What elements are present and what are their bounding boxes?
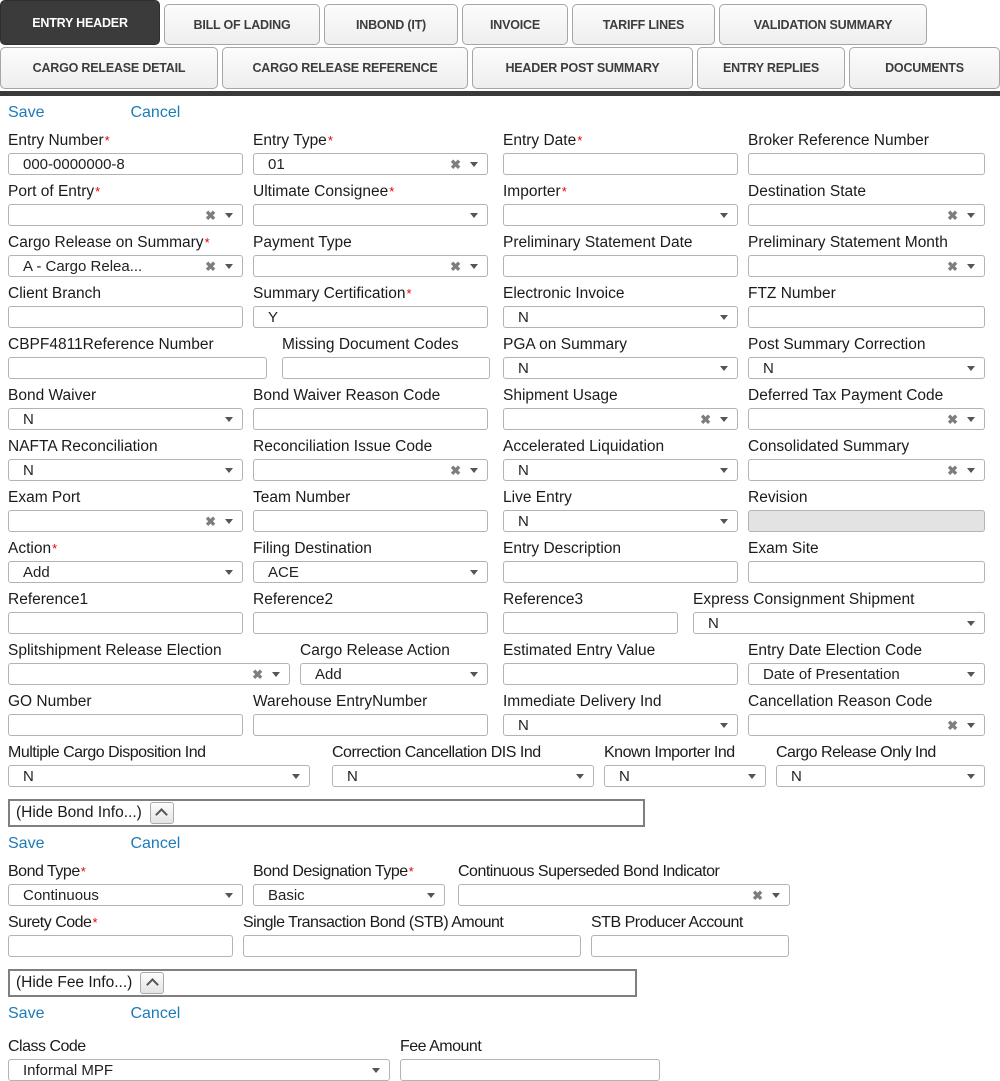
- action-label: Action*: [8, 540, 58, 557]
- cargo-release-only-ind-label: Cargo Release Only Ind: [776, 744, 936, 761]
- clear-icon[interactable]: ✖: [450, 258, 461, 274]
- port-of-entry-select[interactable]: [8, 204, 243, 226]
- entry-description-input[interactable]: [503, 561, 738, 583]
- form-row: [8, 862, 1000, 906]
- electronic-invoice-select[interactable]: [503, 306, 738, 328]
- exam-port-label: Exam Port: [8, 489, 81, 506]
- clear-icon[interactable]: ✖: [947, 411, 958, 427]
- filing-destination-label: Filing Destination: [253, 540, 372, 557]
- stb-amount-label: Single Transaction Bond (STB) Amount: [243, 914, 504, 931]
- dropdown-caret-icon[interactable]: [292, 774, 300, 779]
- clear-icon[interactable]: ✖: [205, 258, 216, 274]
- bond-type-label: Bond Type*: [8, 863, 86, 880]
- clear-icon[interactable]: ✖: [947, 258, 958, 274]
- clear-icon[interactable]: ✖: [700, 411, 711, 427]
- dropdown-caret-icon[interactable]: [576, 774, 584, 779]
- dropdown-caret-icon[interactable]: [427, 893, 435, 898]
- dropdown-caret-icon[interactable]: [272, 672, 280, 677]
- destination-state-label: Destination State: [748, 183, 867, 200]
- estimated-entry-value-input[interactable]: [503, 663, 738, 685]
- consolidated-summary-label: Consolidated Summary: [748, 438, 910, 455]
- bond-actions: [8, 835, 1000, 853]
- dropdown-caret-icon[interactable]: [967, 774, 975, 779]
- immediate-delivery-ind-label: Immediate Delivery Ind: [503, 693, 662, 710]
- cbpf4811-reference-number-label: CBPF4811Reference Number: [8, 336, 214, 353]
- surety-code-input[interactable]: [8, 935, 233, 957]
- reference1-label: Reference1: [8, 591, 89, 608]
- nafta-reconciliation-select[interactable]: [8, 459, 243, 481]
- payment-type-select[interactable]: [253, 255, 488, 277]
- form-row: [8, 131, 1000, 175]
- dropdown-caret-icon[interactable]: [225, 519, 233, 524]
- reconciliation-issue-code-label: Reconciliation Issue Code: [253, 438, 433, 455]
- importer-label: Importer*: [503, 183, 567, 200]
- exam-site-input[interactable]: [748, 561, 985, 583]
- dropdown-caret-icon[interactable]: [470, 672, 478, 677]
- filing-destination-select[interactable]: [253, 561, 488, 583]
- tab-tariff-lines[interactable]: TARIFF LINES: [572, 4, 715, 45]
- bond-info-toggle-label: (Hide Bond Info...): [16, 804, 142, 821]
- electronic-invoice-value: N: [518, 308, 529, 326]
- dropdown-caret-icon[interactable]: [225, 264, 233, 269]
- form-row: [8, 182, 1000, 226]
- multiple-cargo-disposition-ind-label: Multiple Cargo Disposition Ind: [8, 744, 206, 761]
- correction-cancellation-dis-ind-select[interactable]: [332, 765, 594, 787]
- filing-destination-value: ACE: [268, 563, 299, 581]
- continuous-superseded-bond-indicator-select[interactable]: [458, 884, 790, 906]
- dropdown-caret-icon[interactable]: [470, 264, 478, 269]
- express-consignment-shipment-select[interactable]: [693, 612, 985, 634]
- form-row: [8, 1037, 1000, 1081]
- revision-label: Revision: [748, 489, 808, 506]
- accelerated-liquidation-value: N: [518, 461, 529, 479]
- entry-type-label: Entry Type*: [253, 132, 333, 149]
- reference2-input[interactable]: [253, 612, 488, 634]
- post-summary-correction-label: Post Summary Correction: [748, 336, 926, 353]
- cargo-release-only-ind-select[interactable]: [776, 765, 985, 787]
- header-actions: [8, 104, 1000, 122]
- form-row: [8, 590, 1000, 634]
- dropdown-caret-icon[interactable]: [225, 468, 233, 473]
- immediate-delivery-ind-select[interactable]: [503, 714, 738, 736]
- cargo-release-on-summary-label: Cargo Release on Summary*: [8, 234, 210, 251]
- summary-certification-input[interactable]: [253, 306, 488, 328]
- dropdown-caret-icon[interactable]: [967, 366, 975, 371]
- dropdown-caret-icon[interactable]: [470, 213, 478, 218]
- broker-reference-number-label: Broker Reference Number: [748, 132, 929, 149]
- deferred-tax-payment-code-select[interactable]: [748, 408, 985, 430]
- save-link[interactable]: Save: [8, 104, 45, 121]
- dropdown-caret-icon[interactable]: [720, 213, 728, 218]
- class-code-label: Class Code: [8, 1038, 86, 1055]
- form-row: [8, 539, 1000, 583]
- dropdown-caret-icon[interactable]: [720, 366, 728, 371]
- fee-info-toggle-bar: [8, 969, 637, 997]
- action-select[interactable]: [8, 561, 243, 583]
- known-importer-ind-select[interactable]: [604, 765, 766, 787]
- dropdown-caret-icon[interactable]: [225, 417, 233, 422]
- reference2-label: Reference2: [253, 591, 334, 608]
- tab-bill-of-lading[interactable]: BILL OF LADING: [164, 4, 320, 45]
- active-tab-indicator-bar: [0, 91, 1000, 96]
- dropdown-caret-icon[interactable]: [720, 519, 728, 524]
- go-number-label: GO Number: [8, 693, 92, 710]
- tab-validation-summary[interactable]: VALIDATION SUMMARY: [719, 4, 927, 45]
- express-consignment-shipment-value: N: [708, 614, 719, 632]
- importer-select[interactable]: [503, 204, 738, 226]
- stb-producer-account-input[interactable]: [591, 935, 789, 957]
- entry-date-label: Entry Date*: [503, 132, 583, 149]
- electronic-invoice-label: Electronic Invoice: [503, 285, 625, 302]
- ftz-number-label: FTZ Number: [748, 285, 836, 302]
- dropdown-caret-icon[interactable]: [720, 723, 728, 728]
- clear-icon[interactable]: ✖: [252, 666, 263, 682]
- entry-type-select[interactable]: [253, 153, 488, 175]
- known-importer-ind-value: N: [619, 767, 630, 785]
- dropdown-caret-icon[interactable]: [748, 774, 756, 779]
- nafta-reconciliation-label: NAFTA Reconciliation: [8, 438, 158, 455]
- clear-icon[interactable]: ✖: [205, 207, 216, 223]
- tab-entry-header[interactable]: ENTRY HEADER: [0, 0, 160, 45]
- ultimate-consignee-select[interactable]: [253, 204, 488, 226]
- tab-bar-secondary: [0, 47, 1000, 89]
- clear-icon[interactable]: ✖: [450, 156, 461, 172]
- tab-bar-primary: [0, 0, 1000, 45]
- accelerated-liquidation-label: Accelerated Liquidation: [503, 438, 665, 455]
- cancel-link[interactable]: Cancel: [130, 104, 181, 121]
- consolidated-summary-select[interactable]: [748, 459, 985, 481]
- clear-icon[interactable]: ✖: [947, 717, 958, 733]
- bond-designation-type-label: Bond Designation Type*: [253, 863, 414, 880]
- cargo-release-action-label: Cargo Release Action: [300, 642, 450, 659]
- dropdown-caret-icon[interactable]: [967, 417, 975, 422]
- fee-info-toggle-label: (Hide Fee Info...): [16, 974, 133, 991]
- dropdown-caret-icon[interactable]: [470, 162, 478, 167]
- tab-entry-replies[interactable]: ENTRY REPLIES: [697, 47, 845, 89]
- form-row: [8, 743, 1000, 787]
- form-row: [8, 335, 1000, 379]
- immediate-delivery-ind-value: N: [518, 716, 529, 734]
- known-importer-ind-label: Known Importer Ind: [604, 744, 735, 761]
- dropdown-caret-icon[interactable]: [225, 213, 233, 218]
- dropdown-caret-icon[interactable]: [967, 213, 975, 218]
- dropdown-caret-icon[interactable]: [967, 723, 975, 728]
- clear-icon[interactable]: ✖: [752, 887, 763, 903]
- preliminary-statement-date-input[interactable]: [503, 255, 738, 277]
- go-number-input[interactable]: [8, 714, 243, 736]
- clear-icon[interactable]: ✖: [450, 462, 461, 478]
- surety-code-label: Surety Code*: [8, 914, 97, 931]
- tab-invoice[interactable]: INVOICE: [462, 4, 568, 45]
- bond-designation-type-select[interactable]: [253, 884, 445, 906]
- nafta-reconciliation-value: N: [23, 461, 34, 479]
- exam-site-label: Exam Site: [748, 540, 819, 557]
- save-link[interactable]: Save: [8, 1005, 45, 1022]
- dropdown-caret-icon[interactable]: [225, 570, 233, 575]
- estimated-entry-value-label: Estimated Entry Value: [503, 642, 656, 659]
- entry-date-election-code-select[interactable]: [748, 663, 985, 685]
- dropdown-caret-icon[interactable]: [772, 893, 780, 898]
- stb-amount-input[interactable]: [243, 935, 581, 957]
- dropdown-caret-icon[interactable]: [720, 468, 728, 473]
- dropdown-caret-icon[interactable]: [967, 621, 975, 626]
- team-number-label: Team Number: [253, 489, 351, 506]
- bond-info-toggle-bar: [8, 799, 645, 827]
- live-entry-select[interactable]: [503, 510, 738, 532]
- collapse-bond-button[interactable]: [150, 802, 174, 824]
- preliminary-statement-date-label: Preliminary Statement Date: [503, 234, 693, 251]
- chevron-up-icon: [146, 978, 159, 991]
- cancellation-reason-code-label: Cancellation Reason Code: [748, 693, 933, 710]
- port-of-entry-label: Port of Entry*: [8, 183, 101, 200]
- clear-icon[interactable]: ✖: [947, 207, 958, 223]
- cargo-release-on-summary-value: A - Cargo Relea...: [23, 257, 143, 275]
- entry-number-label: Entry Number*: [8, 132, 110, 149]
- form-row: [8, 692, 1000, 736]
- continuous-superseded-bond-indicator-label: Continuous Superseded Bond Indicator: [458, 863, 720, 880]
- reference1-input[interactable]: [8, 612, 243, 634]
- ftz-number-input[interactable]: [748, 306, 985, 328]
- clear-icon[interactable]: ✖: [947, 462, 958, 478]
- splitshipment-release-election-select[interactable]: [8, 663, 290, 685]
- post-summary-correction-value: N: [763, 359, 774, 377]
- tab-cargo-release-detail[interactable]: CARGO RELEASE DETAIL: [0, 47, 218, 89]
- dropdown-caret-icon[interactable]: [720, 315, 728, 320]
- entry-date-election-code-label: Entry Date Election Code: [748, 642, 923, 659]
- tab-cargo-release-reference[interactable]: CARGO RELEASE REFERENCE: [222, 47, 468, 89]
- cbpf4811-reference-number-input[interactable]: [8, 357, 267, 379]
- dropdown-caret-icon[interactable]: [967, 468, 975, 473]
- summary-certification-label: Summary Certification*: [253, 285, 412, 302]
- shipment-usage-select[interactable]: [503, 408, 738, 430]
- warehouse-entry-number-label: Warehouse EntryNumber: [253, 693, 428, 710]
- missing-document-codes-label: Missing Document Codes: [282, 336, 459, 353]
- correction-cancellation-dis-ind-label: Correction Cancellation DIS Ind: [332, 744, 541, 761]
- collapse-fee-button[interactable]: [140, 972, 164, 994]
- multiple-cargo-disposition-ind-value: N: [23, 767, 34, 785]
- entry-date-input[interactable]: [503, 153, 738, 175]
- cargo-release-on-summary-select[interactable]: [8, 255, 243, 277]
- express-consignment-shipment-label: Express Consignment Shipment: [693, 591, 915, 608]
- bond-type-select[interactable]: [8, 884, 243, 906]
- deferred-tax-payment-code-label: Deferred Tax Payment Code: [748, 387, 944, 404]
- pga-on-summary-select[interactable]: [503, 357, 738, 379]
- dropdown-caret-icon[interactable]: [372, 1068, 380, 1073]
- broker-reference-number-input[interactable]: [748, 153, 985, 175]
- client-branch-label: Client Branch: [8, 285, 102, 302]
- bond-designation-type-value: Basic: [268, 886, 305, 904]
- warehouse-entry-number-input[interactable]: [253, 714, 488, 736]
- missing-document-codes-input[interactable]: [282, 357, 490, 379]
- revision-input: [748, 510, 985, 532]
- dropdown-caret-icon[interactable]: [470, 570, 478, 575]
- dropdown-caret-icon[interactable]: [967, 672, 975, 677]
- form-row: [8, 233, 1000, 277]
- accelerated-liquidation-select[interactable]: [503, 459, 738, 481]
- bond-waiver-reason-code-label: Bond Waiver Reason Code: [253, 387, 441, 404]
- preliminary-statement-month-label: Preliminary Statement Month: [748, 234, 948, 251]
- reference3-label: Reference3: [503, 591, 584, 608]
- reference3-input[interactable]: [503, 612, 678, 634]
- pga-on-summary-label: PGA on Summary: [503, 336, 628, 353]
- action-value: Add: [23, 563, 50, 581]
- dropdown-caret-icon[interactable]: [470, 468, 478, 473]
- stb-producer-account-label: STB Producer Account: [591, 914, 743, 931]
- bond-type-value: Continuous: [23, 886, 99, 904]
- cargo-release-only-ind-value: N: [791, 767, 802, 785]
- live-entry-label: Live Entry: [503, 489, 572, 506]
- form-row: [8, 437, 1000, 481]
- live-entry-value: N: [518, 512, 529, 530]
- form-row: [8, 284, 1000, 328]
- exam-port-select[interactable]: [8, 510, 243, 532]
- class-code-select[interactable]: [8, 1059, 390, 1081]
- cancellation-reason-code-select[interactable]: [748, 714, 985, 736]
- save-link[interactable]: Save: [8, 835, 45, 852]
- team-number-input[interactable]: [253, 510, 488, 532]
- form-row: [8, 488, 1000, 532]
- form-row: [8, 386, 1000, 430]
- fee-amount-input[interactable]: [400, 1059, 660, 1081]
- entry-type-value: 01: [268, 155, 285, 173]
- destination-state-select[interactable]: [748, 204, 985, 226]
- cargo-release-action-value: Add: [315, 665, 342, 683]
- dropdown-caret-icon[interactable]: [967, 264, 975, 269]
- shipment-usage-label: Shipment Usage: [503, 387, 618, 404]
- dropdown-caret-icon[interactable]: [225, 893, 233, 898]
- fee-amount-label: Fee Amount: [400, 1038, 482, 1055]
- ultimate-consignee-label: Ultimate Consignee*: [253, 183, 395, 200]
- tab-header-post-summary[interactable]: HEADER POST SUMMARY: [472, 47, 693, 89]
- multiple-cargo-disposition-ind-select[interactable]: [8, 765, 310, 787]
- payment-type-label: Payment Type: [253, 234, 352, 251]
- fee-actions: [8, 1005, 1000, 1023]
- entry-description-label: Entry Description: [503, 540, 622, 557]
- preliminary-statement-month-select[interactable]: [748, 255, 985, 277]
- chevron-up-icon: [155, 808, 168, 821]
- tab-documents[interactable]: DOCUMENTS: [849, 47, 1000, 89]
- bond-waiver-reason-code-input[interactable]: [253, 408, 488, 430]
- entry-number-input[interactable]: [8, 153, 243, 175]
- cargo-release-action-select[interactable]: [300, 663, 488, 685]
- reconciliation-issue-code-select[interactable]: [253, 459, 488, 481]
- class-code-value: Informal MPF: [23, 1061, 114, 1079]
- post-summary-correction-select[interactable]: [748, 357, 985, 379]
- clear-icon[interactable]: ✖: [205, 513, 216, 529]
- dropdown-caret-icon[interactable]: [720, 417, 728, 422]
- cancel-link[interactable]: Cancel: [130, 1005, 181, 1022]
- cancel-link[interactable]: Cancel: [130, 835, 181, 852]
- client-branch-input[interactable]: [8, 306, 243, 328]
- bond-waiver-value: N: [23, 410, 34, 428]
- correction-cancellation-dis-ind-value: N: [347, 767, 358, 785]
- form-row: [8, 913, 1000, 957]
- splitshipment-release-election-label: Splitshipment Release Election: [8, 642, 222, 659]
- bond-waiver-label: Bond Waiver: [8, 387, 97, 404]
- entry-date-election-code-value: Date of Presentation: [763, 665, 900, 683]
- tab-inbond-it[interactable]: INBOND (IT): [324, 4, 458, 45]
- pga-on-summary-value: N: [518, 359, 529, 377]
- bond-waiver-select[interactable]: [8, 408, 243, 430]
- form-row: [8, 641, 1000, 685]
